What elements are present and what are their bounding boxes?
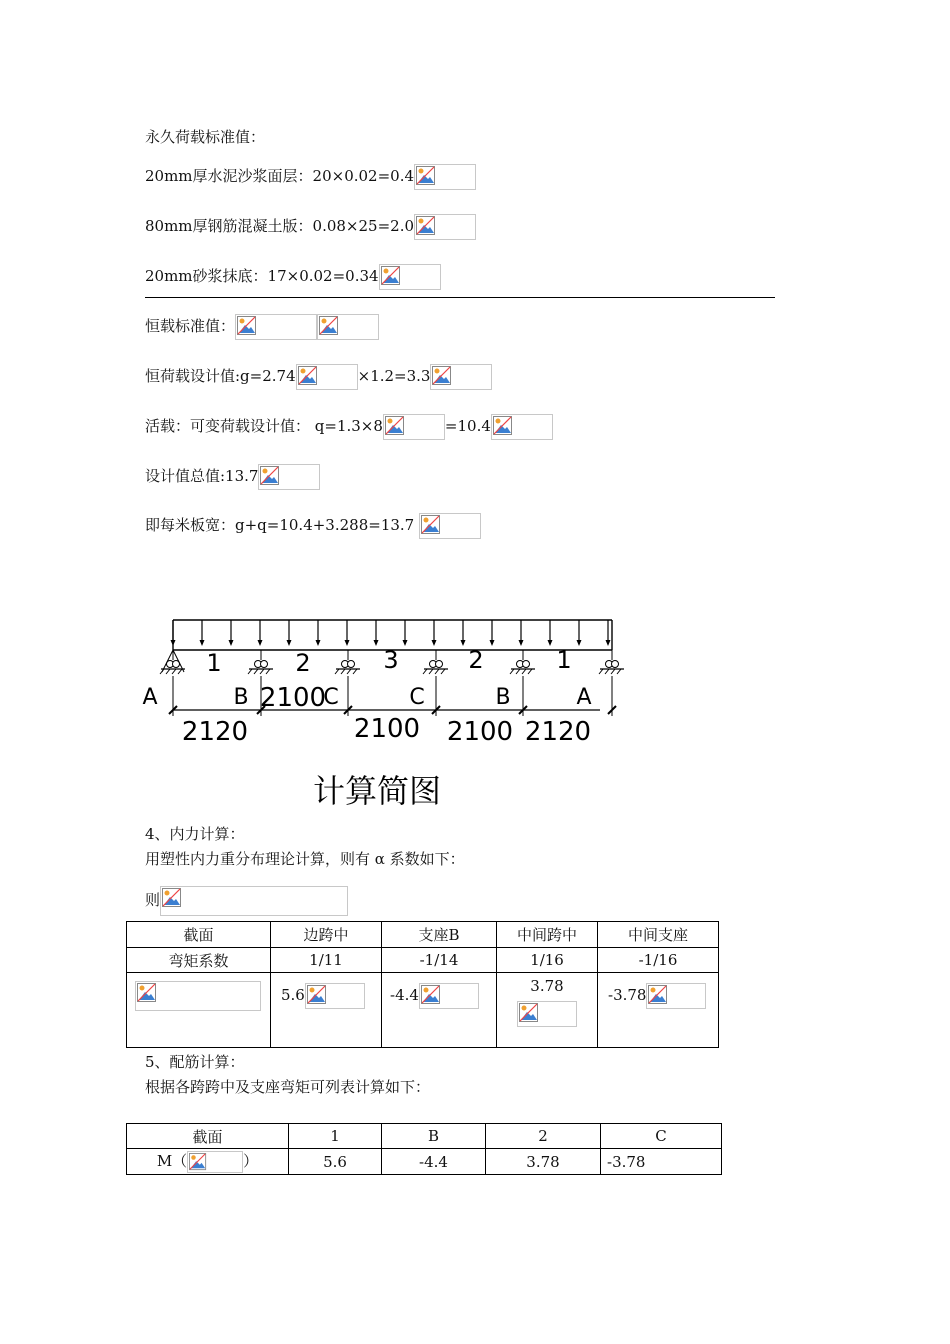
load-item-1 [145, 164, 476, 190]
broken-image-icon [519, 1003, 539, 1023]
support [423, 650, 448, 716]
live-text-b: =10.4 [444, 417, 491, 435]
table-cell: 5.6 [289, 1149, 382, 1175]
formula-image [383, 414, 445, 440]
formula-image [258, 464, 320, 490]
table-cell [382, 973, 497, 1048]
broken-image-icon [307, 985, 327, 1005]
load-item-2-text: 80mm厚钢筋混凝土版：0.08×25=2.0 [145, 217, 415, 235]
row-label [127, 1149, 289, 1175]
formula-image [414, 164, 476, 190]
moment-value: 3.78 [530, 977, 564, 995]
dead-design-text-a: 恒荷载设计值:g=2.74 [145, 367, 296, 385]
broken-image-icon [421, 985, 441, 1005]
support [335, 650, 360, 716]
dead-design-text-b: ×1.2=3.3 [357, 367, 431, 385]
formula-image [305, 983, 365, 1009]
support-label: B [233, 685, 249, 710]
formula-image [317, 314, 379, 340]
then-text: 则 [145, 891, 161, 909]
table-header: 支座B [382, 922, 497, 948]
dimension-value: 2100 [259, 683, 327, 713]
support-label: A [576, 685, 592, 710]
load-arrows [171, 620, 611, 646]
section4-heading: 4、内力计算： [145, 825, 245, 843]
dead-load-standard [145, 314, 379, 340]
formula-image [160, 886, 348, 916]
live-text-a: 活载：可变荷载设计值： q=1.3×8 [145, 417, 383, 435]
support-label: A [142, 685, 158, 710]
table-cell [497, 973, 598, 1048]
table-cell [127, 973, 271, 1048]
load-arrow-head [374, 640, 379, 646]
support-label: C [323, 685, 339, 710]
table-header: 中间跨中 [497, 922, 598, 948]
broken-image-icon [298, 366, 318, 386]
load-arrow-head [403, 640, 408, 646]
formula-image [187, 1151, 243, 1173]
table-cell: -3.78 [601, 1149, 722, 1175]
dead-load-design [145, 364, 492, 390]
load-arrow-head [519, 640, 524, 646]
table-cell [271, 973, 382, 1048]
dead-std-text: 恒载标准值： [145, 317, 236, 335]
loads-heading: 永久荷载标准值： [145, 128, 266, 146]
per-meter-width [145, 513, 481, 539]
support [160, 650, 185, 716]
dimension-value: 2120 [524, 717, 592, 747]
broken-image-icon [137, 983, 157, 1003]
load-arrow-head [548, 640, 553, 646]
formula-image [419, 513, 481, 539]
broken-image-icon [381, 266, 401, 286]
load-arrow-head [490, 640, 495, 646]
table-cell: 3.78 [486, 1149, 601, 1175]
load-arrow-head [461, 640, 466, 646]
support-label: C [409, 685, 425, 710]
live-load [145, 414, 553, 440]
load-arrow-head [606, 640, 611, 646]
table-cell: -1/16 [598, 948, 719, 973]
row-label-a: M（ [156, 1152, 188, 1170]
formula-image [379, 264, 441, 290]
moment-value: -4.4 [390, 986, 419, 1004]
load-arrow-head [200, 640, 205, 646]
total-text: 设计值总值:13.7 [145, 467, 259, 485]
section5-heading: 5、配筋计算： [145, 1053, 245, 1071]
broken-image-icon [648, 985, 668, 1005]
span-number: 2 [295, 649, 311, 677]
load-item-3-text: 20mm砂浆抹底：17×0.02=0.34 [145, 267, 379, 285]
support-labels [142, 685, 591, 710]
formula-image [517, 1001, 577, 1027]
section4-then [145, 886, 348, 916]
reinforcement-table [126, 1123, 722, 1175]
broken-image-icon [237, 316, 257, 336]
table-header: 截面 [127, 1124, 289, 1149]
load-item-3 [145, 264, 441, 290]
table-header: 中间支座 [598, 922, 719, 948]
dimension-value: 2100 [446, 717, 514, 747]
broken-image-icon [416, 216, 436, 236]
span-number: 2 [468, 646, 484, 674]
formula-image [646, 983, 706, 1009]
row-label-b: ） [243, 1152, 259, 1170]
broken-image-icon [189, 1153, 207, 1171]
table-header: 截面 [127, 922, 271, 948]
formula-image [135, 981, 261, 1011]
span-number: 1 [556, 646, 572, 674]
broken-image-icon [421, 515, 441, 535]
broken-image-icon [493, 416, 513, 436]
formula-image [296, 364, 358, 390]
support-label: B [495, 685, 511, 710]
total-design [145, 464, 320, 490]
broken-image-icon [385, 416, 405, 436]
sum-divider [145, 297, 775, 298]
load-arrow-head [287, 640, 292, 646]
load-arrow-head [229, 640, 234, 646]
table-header: 1 [289, 1124, 382, 1149]
broken-image-icon [416, 166, 436, 186]
table-cell: -1/14 [382, 948, 497, 973]
table-header: C [601, 1124, 722, 1149]
load-arrow-head [316, 640, 321, 646]
formula-image [491, 414, 553, 440]
dimension-value: 2120 [181, 717, 249, 747]
load-arrow-head [345, 640, 350, 646]
support [599, 650, 624, 716]
table-cell [598, 973, 719, 1048]
load-arrow-head [432, 640, 437, 646]
table-cell: 1/16 [497, 948, 598, 973]
load-arrow-head [171, 640, 176, 646]
load-arrow-head [577, 640, 582, 646]
broken-image-icon [162, 888, 182, 908]
calculation-diagram [140, 612, 630, 812]
load-item-1-text: 20mm厚水泥沙浆面层：20×0.02=0.4 [145, 167, 415, 185]
table-cell: -4.4 [382, 1149, 486, 1175]
moment-coefficient-table [126, 921, 719, 1048]
broken-image-icon [432, 366, 452, 386]
formula-image [419, 983, 479, 1009]
table-header: 边跨中 [271, 922, 382, 948]
table-header: 2 [486, 1124, 601, 1149]
section4-intro: 用塑性内力重分布理论计算，则有 α 系数如下： [145, 850, 465, 868]
broken-image-icon [319, 316, 339, 336]
formula-image [430, 364, 492, 390]
span-number: 3 [383, 646, 399, 674]
per-meter-text: 即每米板宽：g+q=10.4+3.288=13.7 [145, 516, 415, 534]
diagram-caption: 计算简图 [312, 772, 442, 810]
span-number: 1 [206, 649, 222, 677]
table-header: B [382, 1124, 486, 1149]
section5-intro: 根据各跨跨中及支座弯矩可列表计算如下： [145, 1078, 431, 1096]
moment-value: -3.78 [608, 986, 647, 1004]
table-cell: 1/11 [271, 948, 382, 973]
support [510, 650, 535, 716]
load-item-2 [145, 214, 476, 240]
formula-image [414, 214, 476, 240]
load-arrow-head [258, 640, 263, 646]
dimension-value: 2100 [353, 714, 421, 744]
moment-value: 5.6 [281, 986, 305, 1004]
broken-image-icon [260, 466, 280, 486]
row-label: 弯矩系数 [127, 948, 271, 973]
formula-image [235, 314, 317, 340]
